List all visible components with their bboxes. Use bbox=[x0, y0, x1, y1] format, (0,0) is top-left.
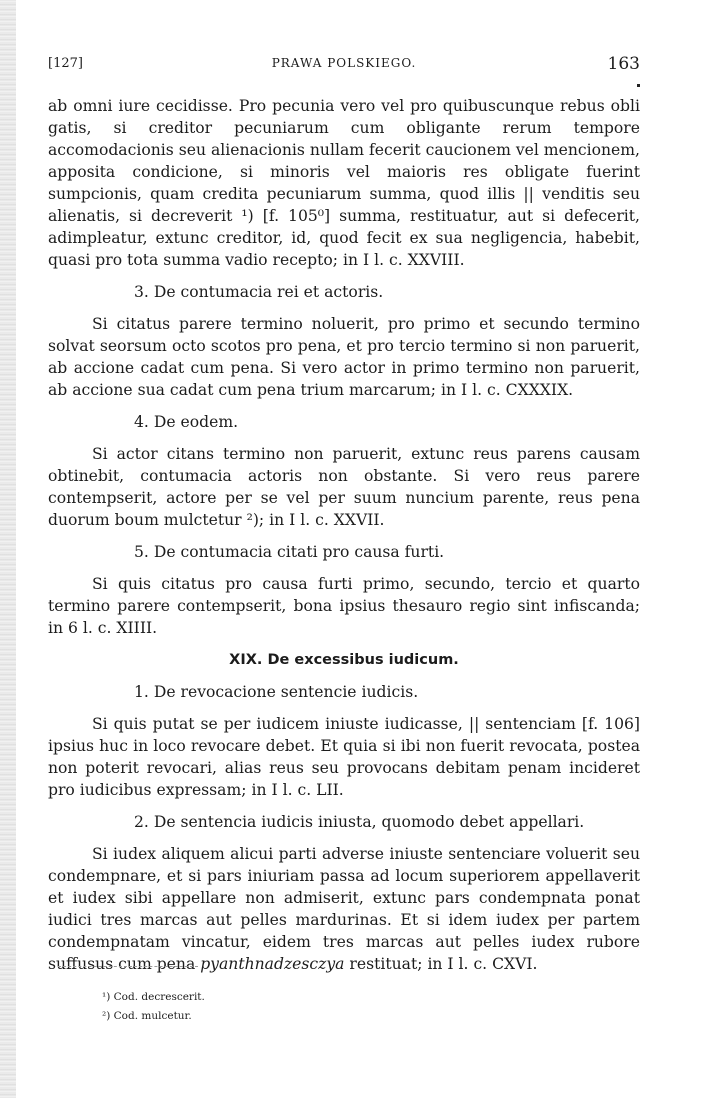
page-body bbox=[48, 95, 640, 975]
section-heading: 4. De eodem. bbox=[134, 413, 239, 431]
section-text: Si quis putat se per iudicem iniuste iudicasse, || sentenciam [f. 106] ipsius huc in loco revocare debet. Et quia si ibi non fuerit revocata, postea non poterit revocari, alias reus seu provocans debitam penam incideret pro iudicibus expressam; in I l. c. LII. bbox=[48, 715, 640, 799]
header-mark bbox=[637, 84, 640, 87]
page-header bbox=[48, 54, 640, 80]
section-text: Si quis citatus pro causa furti primo, secundo, tercio et quarto termino parere contempserit, bona ipsius thesauro regio sint infiscanda; in 6 l. c. XIIII. bbox=[48, 575, 640, 637]
text-span: Si iudex aliquem alicui parti adverse iniuste sentenciare voluerit seu condempnare, et si pars iniuriam passa ad locum superiorem appellaverit et iudex sibi appellare non admiserit, extunc pars condempnata ponat iudici tres marcas aut pelles mardurinas. Et si idem iudex per partem condempnatam vincatur, eidem tres marcas aut pelles iudex rubore suffusus cum pena bbox=[48, 845, 640, 973]
paragraph-continued: ab omni iure cecidisse. Pro pecunia vero vel pro quibuscunque rebus obli gatis, si creditor pecuniarum cum obligante rerum tempore accomodacionis seu alienacionis nullam fecerit caucionem vel mencionem, apposita condicione, si minoris vel maioris res obligate fuerint sumpcionis, quam credita pecuniarum summa, quod illis || venditis seu alienatis, si decreverit ¹) [f. 105⁰] summa, restituatur, aut si defecerit, adimpleatur, extunc creditor, id, quod fecit ex sua negligencia, habebit, quasi pro tota summa vadio recepto; in I l. c. XXVIII. bbox=[48, 97, 640, 269]
page-number: 163 bbox=[607, 54, 640, 74]
text-span: restituat; in I l. c. CXVI. bbox=[344, 955, 538, 973]
footnote: ¹) Cod. decrescerit. bbox=[102, 991, 205, 1003]
section-heading: 5. De contumacia citati pro causa furti. bbox=[134, 543, 445, 561]
section-text bbox=[48, 843, 640, 975]
footnotes bbox=[102, 988, 205, 1026]
footnote-separator bbox=[58, 966, 198, 967]
page-reference: [127] bbox=[48, 56, 83, 71]
section-heading: 3. De contumacia rei et actoris. bbox=[134, 283, 384, 301]
chapter-title: XIX. De excessibus iudicum. bbox=[229, 652, 459, 668]
running-title: PRAWA POLSKIEGO. bbox=[271, 56, 417, 70]
section-heading: 1. De revocacione sentencie iudicis. bbox=[134, 683, 419, 701]
footnote: ²) Cod. mulcetur. bbox=[102, 1010, 192, 1022]
scanned-page-edge bbox=[0, 0, 16, 1098]
section-text: Si citatus parere termino noluerit, pro primo et secundo termino solvat seorsum octo scotos pro pena, et pro tercio termino si non paruerit, ab accione cadat cum pena. Si vero actor in primo termino non paruerit, ab accione sua cadat cum pena trium marcarum; in I l. c. CXXXIX. bbox=[48, 315, 640, 399]
section-text: Si actor citans termino non paruerit, extunc reus parens causam obtinebit, contumacia actoris non obstante. Si vero reus parere contempserit, actore per se vel per suum nuncium parente, reus pena duorum boum mulctetur ²); in I l. c. XXVII. bbox=[48, 445, 640, 529]
italic-term: pyanthnadzesczya bbox=[200, 955, 345, 973]
section-heading: 2. De sentencia iudicis iniusta, quomodo debet appellari. bbox=[134, 813, 585, 831]
